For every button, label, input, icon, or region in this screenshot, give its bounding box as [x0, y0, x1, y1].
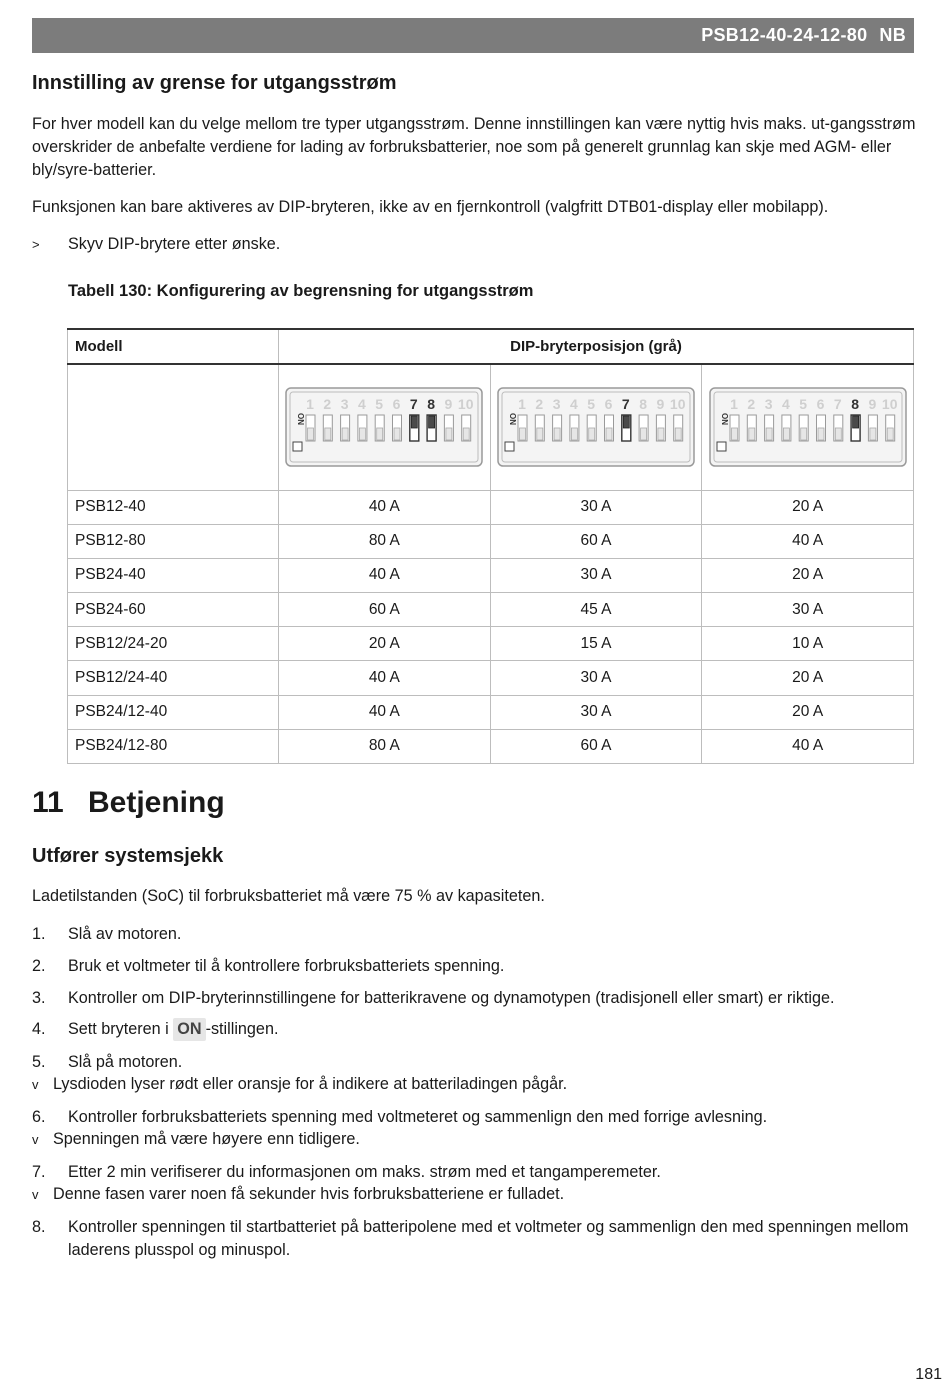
step-number: 5.: [32, 1053, 46, 1071]
dip-number: 2: [535, 396, 544, 413]
chapter-title: Betjening: [88, 786, 225, 819]
dip-number: 9: [444, 396, 453, 413]
dip-number: 1: [729, 396, 738, 413]
step-number: 1.: [32, 925, 46, 943]
dip-number: 2: [747, 396, 755, 413]
dip-knob-off: [537, 428, 543, 440]
model-cell: PSB24-40: [68, 558, 279, 592]
empty-cell: [68, 364, 279, 490]
dip-number: 6: [604, 396, 613, 413]
table-caption: Tabell 130: Konfigurering av begrensning for utgangsstrøm: [68, 282, 534, 300]
step-text: Etter 2 min verifiserer du informasjonen om maks. strøm med et tangamperemeter.: [68, 1163, 661, 1181]
dip-knob-off: [870, 428, 876, 440]
dip-number: 6: [392, 396, 401, 413]
value-cell: 30 A: [490, 695, 702, 729]
result-check-icon: v: [32, 1077, 39, 1092]
result-3: [32, 1183, 564, 1206]
table-row: [68, 695, 914, 729]
dip-number: 5: [375, 396, 384, 413]
value-cell: 60 A: [490, 524, 702, 558]
step-text: Kontroller forbruksbatteriets spenning med voltmeteret og sammenlign den med forrige avlesning.: [68, 1108, 768, 1126]
dip-knob-on: [412, 416, 418, 428]
header-model: PSB12-40-24-12-80: [701, 25, 868, 45]
model-cell: PSB12/24-40: [68, 661, 279, 695]
value-cell: 40 A: [702, 524, 914, 558]
result-text: Denne fasen varer noen få sekunder hvis forbruksbatteriene er fulladet.: [53, 1185, 565, 1203]
dip-knob-off: [360, 428, 366, 440]
paragraph-intro: For hver modell kan du velge mellom tre typer utgangsstrøm. Denne innstillingen kan være nyttig hvis maks. ut-gangsstrøm overskrider de anbefalte verdiene for lading av forbruksbatterier, noe som på generelt grunnlag kan skje med AGM- eller bly/syre-batterier.: [32, 115, 916, 179]
dip-on-label: ON: [296, 413, 306, 426]
dip-number: 8: [427, 396, 436, 413]
value-cell: 20 A: [702, 558, 914, 592]
dip-number: 1: [518, 396, 526, 413]
dip-knob-off: [783, 428, 789, 440]
section-title-output-limit: Innstilling av grense for utgangsstrøm: [32, 72, 397, 94]
step-number: 7.: [32, 1163, 46, 1181]
value-cell: 40 A: [279, 695, 491, 729]
step-text: Kontroller spenningen til startbatteriet på batteripolene med et voltmeter og sammenlign den med spenningen mellom laderens plusspol og minuspol.: [68, 1218, 909, 1259]
step-2: [32, 955, 917, 978]
value-cell: 20 A: [702, 490, 914, 524]
model-cell: PSB12/24-20: [68, 627, 279, 661]
step-4: [32, 1018, 917, 1041]
step-number: 6.: [32, 1108, 46, 1126]
result-check-icon: v: [32, 1132, 39, 1147]
dip-knob-off: [464, 428, 470, 440]
table-row: [68, 729, 914, 763]
dip-knob-off: [606, 428, 612, 440]
dip-knob-off: [446, 428, 452, 440]
dip-number: 7: [410, 396, 419, 413]
dip-marker: [717, 442, 726, 451]
dip-number: 10: [669, 396, 686, 413]
dip-knob-off: [342, 428, 348, 440]
dip-number: 1: [306, 396, 315, 413]
step-number: 4.: [32, 1020, 46, 1038]
dip-number: 4: [569, 396, 578, 413]
dip-knob-off: [325, 428, 331, 440]
dip-switch-config-20a: [709, 387, 907, 467]
dip-number: 7: [833, 396, 842, 413]
step-3: [32, 987, 917, 1010]
dip-number: 7: [621, 396, 630, 413]
value-cell: 30 A: [490, 490, 702, 524]
bullet-mark: >: [32, 237, 40, 252]
dip-number: 2: [323, 396, 332, 413]
step-text: Bruk et voltmeter til å kontrollere forbruksbatteriets spenning.: [68, 957, 505, 975]
dip-marker: [293, 442, 302, 451]
dip-knob-off: [766, 428, 772, 440]
model-cell: PSB24/12-80: [68, 729, 279, 763]
value-cell: 20 A: [702, 661, 914, 695]
step-1: [32, 923, 917, 946]
step-text-pre: Sett bryteren i: [68, 1020, 169, 1038]
dip-knob-off: [394, 428, 400, 440]
dip-switch-config-40a: [285, 387, 483, 467]
dip-knob-off: [641, 428, 647, 440]
dip-number: 3: [341, 396, 349, 413]
step-7: [32, 1161, 917, 1184]
value-cell: 15 A: [490, 627, 702, 661]
dip-knob-off: [519, 428, 525, 440]
value-cell: 45 A: [490, 593, 702, 627]
result-text: Spenningen må være høyere enn tidligere.: [53, 1130, 360, 1148]
dip-number: 3: [764, 396, 773, 413]
dip-knob-off: [554, 428, 560, 440]
value-cell: 40 A: [279, 661, 491, 695]
dip-number: 8: [639, 396, 647, 413]
dip-knob-off: [800, 428, 806, 440]
result-1: [32, 1073, 567, 1096]
table-row: [68, 661, 914, 695]
dip-number: 10: [458, 396, 474, 413]
result-text: Lysdioden lyser rødt eller oransje for å indikere at batteriladingen pågår.: [53, 1075, 568, 1093]
dip-number: 4: [781, 396, 790, 413]
dip-knob-off: [377, 428, 383, 440]
dip-number: 10: [881, 396, 898, 413]
dip-number: 9: [868, 396, 876, 413]
dip-number: 5: [587, 396, 596, 413]
value-cell: 40 A: [279, 490, 491, 524]
dip-knob-off: [731, 428, 737, 440]
step-number: 3.: [32, 989, 46, 1007]
dip-image-row: [68, 364, 914, 490]
chapter-heading: [32, 786, 225, 820]
model-cell: PSB24-60: [68, 593, 279, 627]
value-cell: 20 A: [702, 695, 914, 729]
dip-knob-off: [571, 428, 577, 440]
table-row: [68, 593, 914, 627]
dip-knob-off: [887, 428, 893, 440]
col-header-dip: DIP-bryterposisjon (grå): [279, 329, 914, 364]
dip-knob-on: [429, 416, 435, 428]
chapter-number: 11: [32, 786, 64, 819]
section-title-system-check: Utfører systemsjekk: [32, 845, 224, 867]
dip-knob-off: [835, 428, 841, 440]
output-current-table: [67, 328, 914, 764]
dip-number: 8: [850, 396, 859, 413]
dip-number: 9: [656, 396, 665, 413]
step-text: Slå på motoren.: [68, 1053, 183, 1071]
model-cell: PSB12-40: [68, 490, 279, 524]
bullet-instruction: [32, 233, 280, 256]
dip-knob-off: [748, 428, 754, 440]
dip-knob-on: [623, 416, 629, 428]
step-text: Slå av motoren.: [68, 925, 182, 943]
value-cell: 80 A: [279, 524, 491, 558]
step-number: 8.: [32, 1218, 46, 1236]
dip-knob-on: [852, 416, 858, 428]
dip-knob-off: [308, 428, 314, 440]
value-cell: 40 A: [702, 729, 914, 763]
dip-marker: [505, 442, 514, 451]
step-6: [32, 1106, 917, 1129]
dip-on-label: ON: [719, 413, 729, 426]
table-row: [68, 490, 914, 524]
table-row: [68, 627, 914, 661]
dip-knob-off: [818, 428, 824, 440]
header-lang: NB: [879, 25, 906, 45]
dip-knob-off: [589, 428, 595, 440]
value-cell: 40 A: [279, 558, 491, 592]
result-2: [32, 1128, 360, 1151]
step-8: [32, 1216, 917, 1262]
paragraph-soc: Ladetilstanden (SoC) til forbruksbatteriet må være 75 % av kapasiteten.: [32, 887, 545, 905]
value-cell: 10 A: [702, 627, 914, 661]
model-cell: PSB12-80: [68, 524, 279, 558]
bullet-text: Skyv DIP-brytere etter ønske.: [68, 235, 281, 253]
dip-number: 5: [798, 396, 807, 413]
dip-number: 6: [816, 396, 825, 413]
page-number: 181: [915, 1366, 942, 1383]
value-cell: 30 A: [490, 558, 702, 592]
on-label: ON: [173, 1018, 205, 1041]
value-cell: 30 A: [702, 593, 914, 627]
value-cell: 20 A: [279, 627, 491, 661]
dip-number: 4: [358, 396, 367, 413]
step-text: Kontroller om DIP-bryterinnstillingene for batterikravene og dynamotypen (tradisjonell eller smart) er riktige.: [68, 989, 835, 1007]
value-cell: 30 A: [490, 661, 702, 695]
step-text-post: -stillingen.: [205, 1020, 279, 1038]
header-bar: [32, 18, 914, 53]
value-cell: 80 A: [279, 729, 491, 763]
dip-knob-off: [658, 428, 664, 440]
dip-switch-config-30a: [497, 387, 695, 467]
table-row: [68, 558, 914, 592]
result-check-icon: v: [32, 1187, 39, 1202]
table-row: [68, 524, 914, 558]
col-header-model: Modell: [68, 329, 279, 364]
dip-number: 3: [552, 396, 561, 413]
value-cell: 60 A: [279, 593, 491, 627]
value-cell: 60 A: [490, 729, 702, 763]
paragraph-function: Funksjonen kan bare aktiveres av DIP-bryteren, ikke av en fjernkontroll (valgfritt DTB01-display eller mobilapp).: [32, 198, 829, 216]
dip-on-label: ON: [507, 413, 517, 426]
step-number: 2.: [32, 957, 46, 975]
dip-knob-off: [675, 428, 681, 440]
model-cell: PSB24/12-40: [68, 695, 279, 729]
step-5: [32, 1051, 917, 1074]
